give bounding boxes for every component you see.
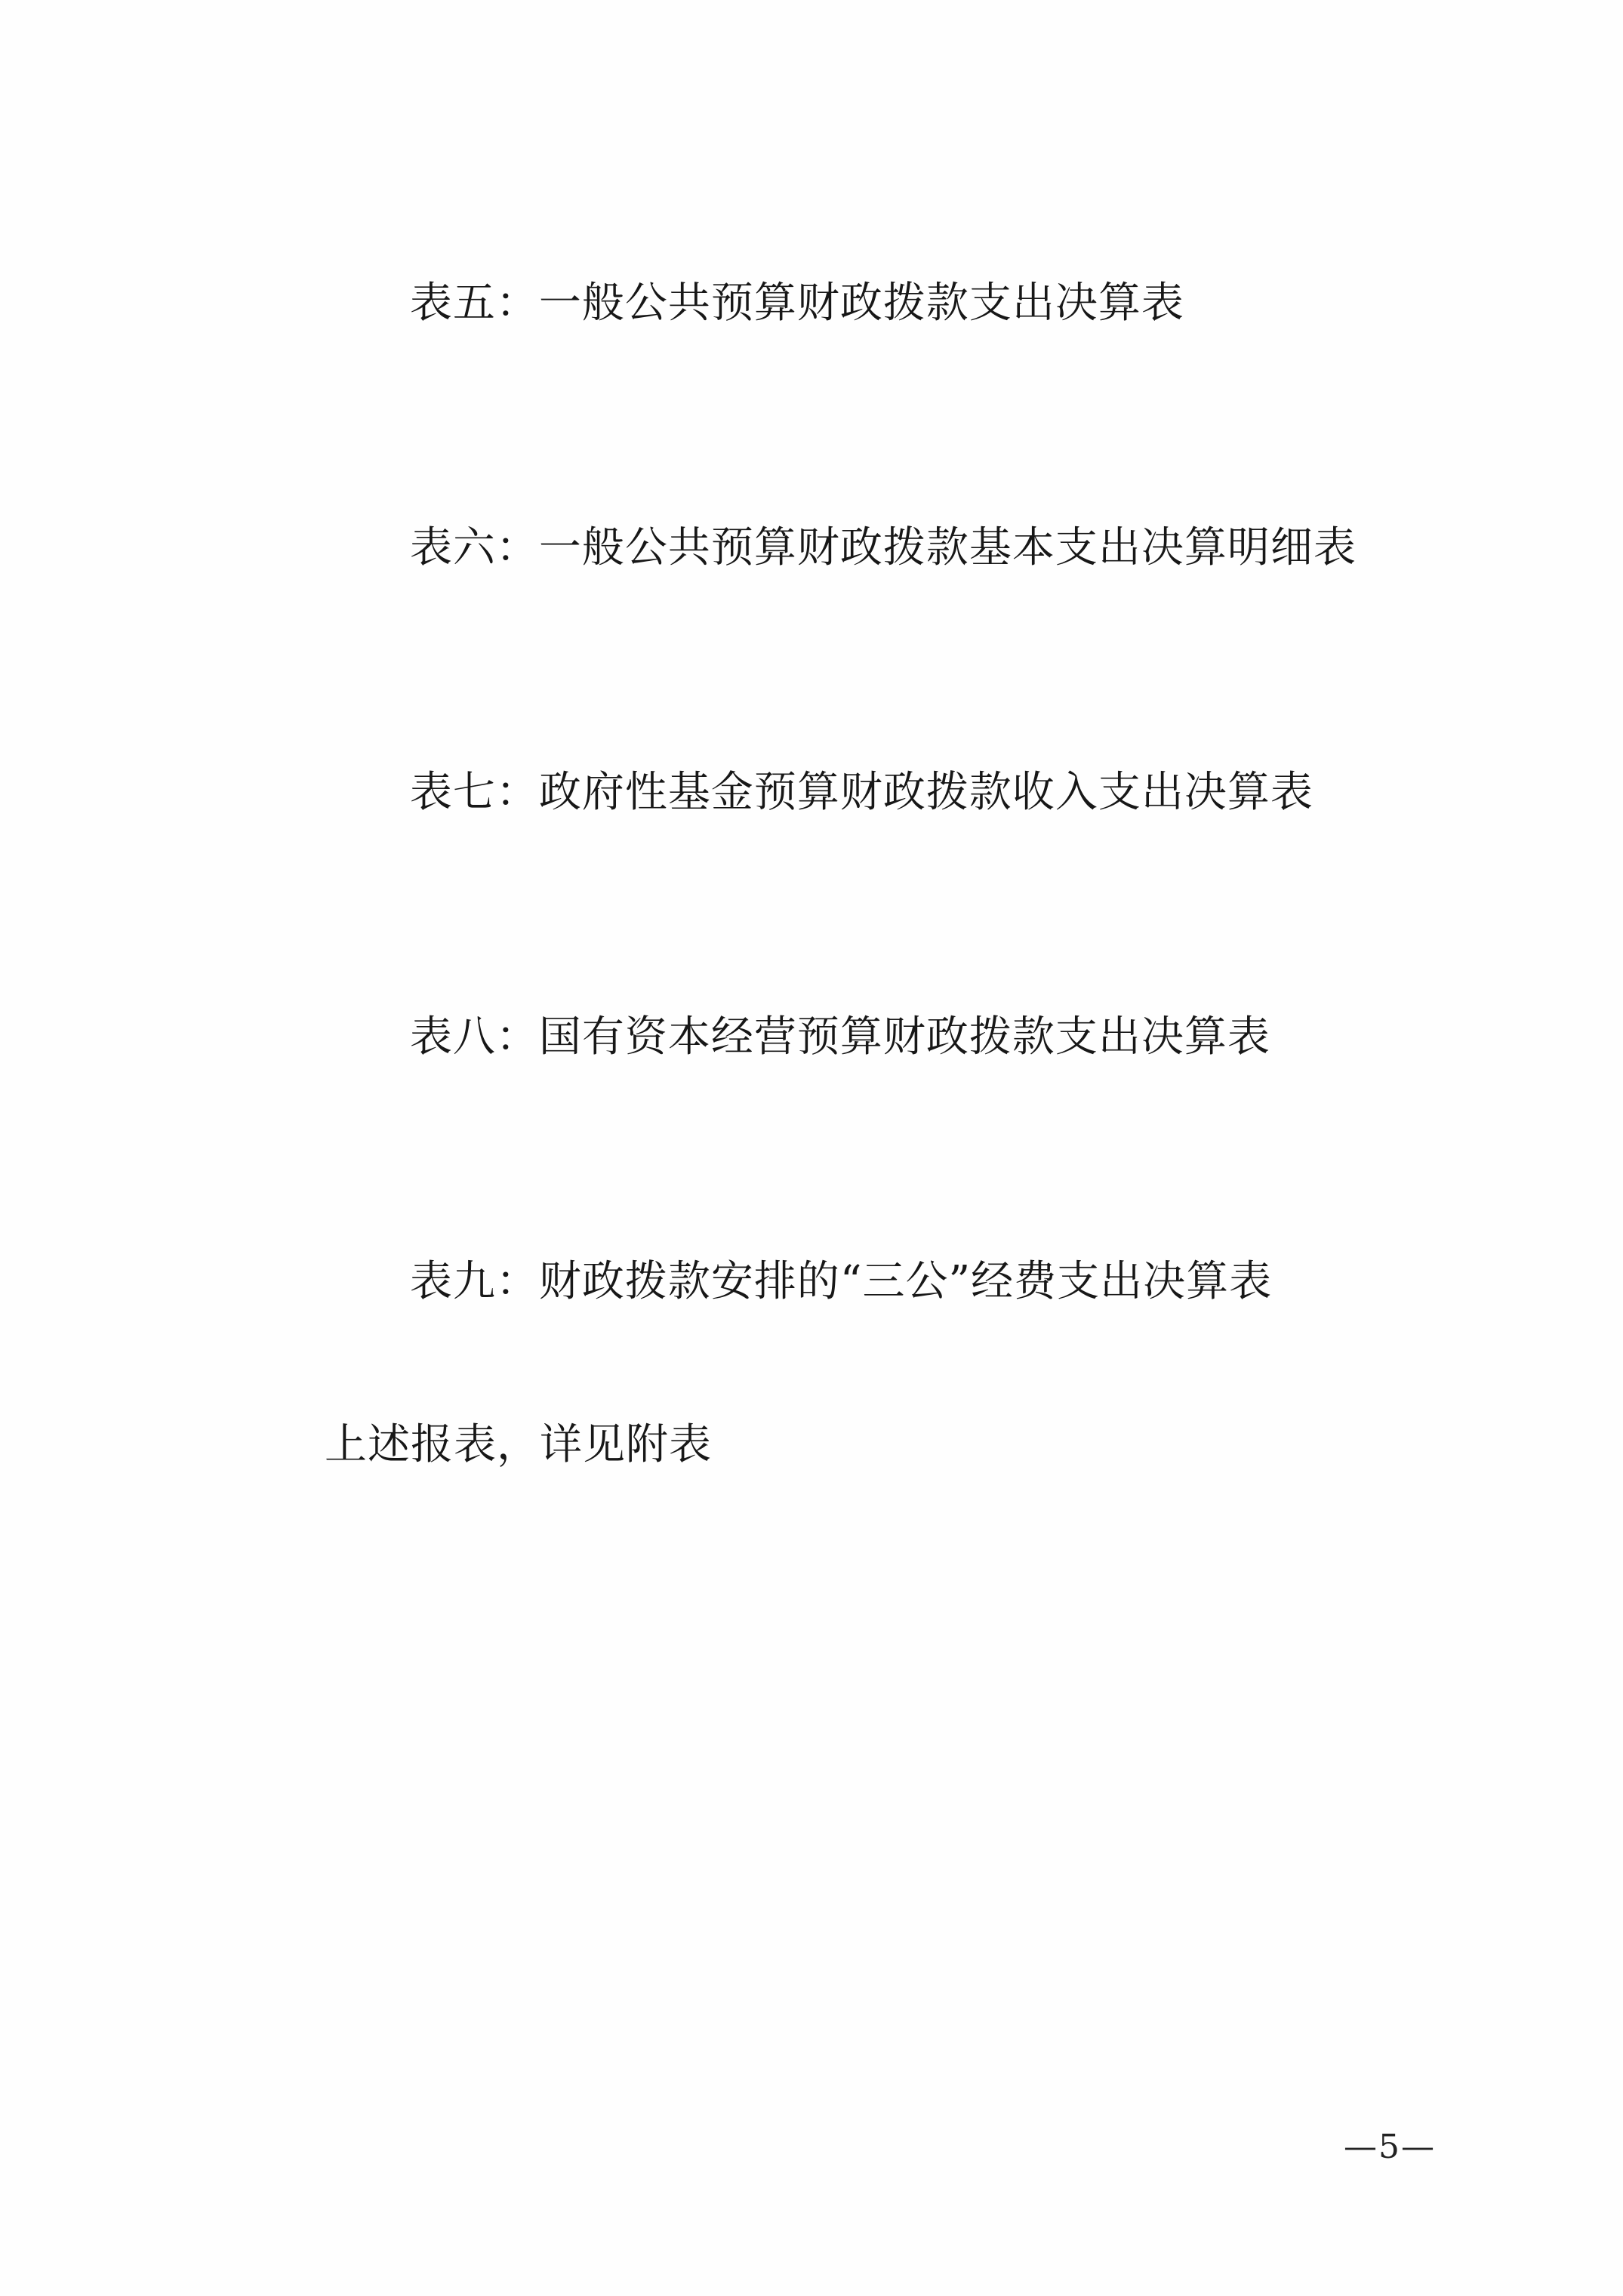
list-item: [325, 181, 1329, 426]
table-label: 表七: [409, 768, 496, 817]
list-item: [325, 1160, 1329, 1404]
document-body: [325, 181, 1357, 1486]
table-separator: ：: [495, 1012, 539, 1062]
closing-note: 上述报表，详见附表: [325, 1420, 712, 1469]
table-title: 一般公共预算财政拨款支出决算表: [538, 279, 1184, 328]
list-item: [325, 670, 1329, 915]
list-item: [325, 426, 1357, 670]
table-separator: ：: [495, 279, 539, 328]
table-title: 国有资本经营预算财政拨款支出决算表: [538, 1012, 1270, 1062]
list-item: [325, 915, 1329, 1160]
table-label: 表六: [409, 523, 496, 572]
table-label: 表八: [409, 1012, 496, 1062]
table-separator: ：: [495, 1257, 539, 1306]
table-title: 政府性基金预算财政拨款收入支出决算表: [538, 768, 1313, 817]
table-title: 一般公共预算财政拨款基本支出决算明细表: [538, 523, 1357, 572]
table-separator: ：: [495, 523, 539, 572]
table-label: 表五: [409, 279, 496, 328]
page-number: —5—: [1344, 2128, 1436, 2166]
table-label: 表九: [409, 1257, 496, 1306]
table-separator: ：: [495, 768, 539, 817]
table-title: 财政拨款安排的“三公”经费支出决算表: [538, 1257, 1273, 1306]
